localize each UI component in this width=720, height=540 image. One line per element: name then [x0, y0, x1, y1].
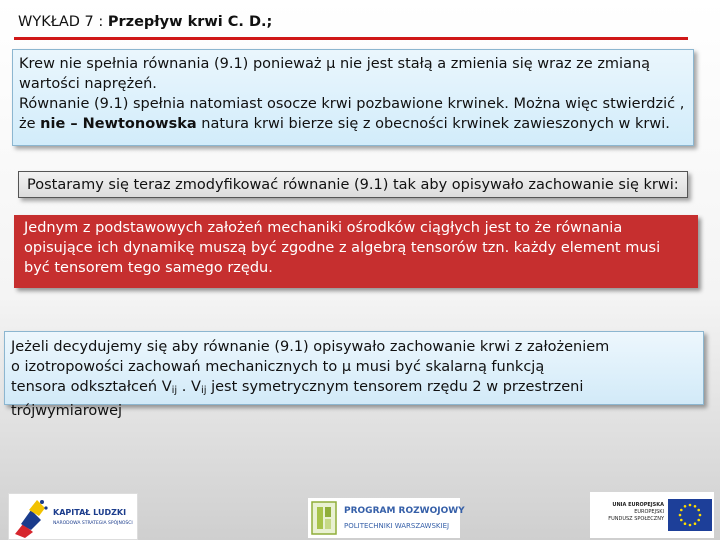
title-divider: [14, 37, 688, 40]
program-rozwojowy-logo: [308, 498, 465, 538]
box2-text: Postaramy się teraz zmodyfikować równanie (9.1) tak aby opisywało zachowanie się krwi:: [27, 177, 679, 193]
kl-title: KAPITAŁ LUDZKI: [53, 508, 127, 517]
lecture-topic: Przepływ krwi C. D.;: [107, 14, 273, 30]
box4-line-3-part-a: tensora odkształceń V: [11, 379, 172, 395]
pw-emblem-icon: [310, 500, 340, 536]
box4-line-1: Jeżeli decydujemy się aby równanie (9.1) opisywało zachowanie krwi z założeniem: [11, 339, 610, 355]
box4-line-3-part-b: . V: [177, 379, 201, 395]
box4-line-3: [11, 377, 697, 421]
slide-title: [18, 14, 272, 30]
ue-line-2: EUROPEJSKI: [634, 509, 664, 515]
pr-subtitle: POLITECHNIKI WARSZAWSKIEJ: [344, 522, 450, 530]
info-box-isotropy: [4, 331, 704, 419]
info-box-non-newtonian: [12, 49, 694, 146]
ue-line-1: UNIA EUROPEJSKA: [612, 502, 664, 508]
kapital-ludzki-logo: [8, 493, 138, 540]
pr-title: PROGRAM ROZWOJOWY: [344, 506, 465, 516]
box1-bold-term: nie – Newtonowska: [40, 116, 197, 132]
box4-line-2: o izotropowości zachowań mechanicznych to μ musi być skalarną funkcją: [11, 359, 545, 375]
kapital-ludzki-icon: [11, 494, 51, 539]
info-box-tensor-algebra: [14, 215, 698, 288]
subscript-ij-2: ij: [200, 385, 207, 396]
box1-paragraph-2: [19, 94, 687, 134]
box1-text-before: Równanie (9.1) spełnia natomiast osocze krwi pozbawione krwinek. Można więc stwierdzić , że: [19, 96, 685, 132]
subscript-ij-1: ij: [171, 385, 178, 396]
footer-logos: [0, 486, 720, 540]
box3-text: Jednym z podstawowych założeń mechaniki ośrodków ciągłych jest to że równania opisujące ich dynamikę muszą być zgodne z algebrą tensorów tzn. każdy element musi być tensorem tego samego rzędu.: [24, 220, 661, 276]
info-box-modify-equation: [18, 171, 688, 198]
box4-line-3-part-c: jest symetrycznym tensorem rzędu 2 w przestrzeni trójwymiarowej: [11, 379, 584, 419]
eu-flag-icon: [668, 499, 712, 531]
ue-line-3: FUNDUSZ SPOŁECZNY: [608, 516, 664, 522]
eu-social-fund-logo: [590, 492, 714, 538]
lecture-label: WYKŁAD 7 :: [18, 14, 108, 30]
kl-subtitle: NARODOWA STRATEGIA SPÓJNOŚCI: [53, 521, 133, 526]
box1-text-after: natura krwi bierze się z obecności krwinek zawieszonych w krwi.: [196, 116, 670, 132]
box1-paragraph-1: Krew nie spełnia równania (9.1) ponieważ μ nie jest stałą a zmienia się wraz ze zmianą wartości naprężeń.: [19, 56, 651, 92]
